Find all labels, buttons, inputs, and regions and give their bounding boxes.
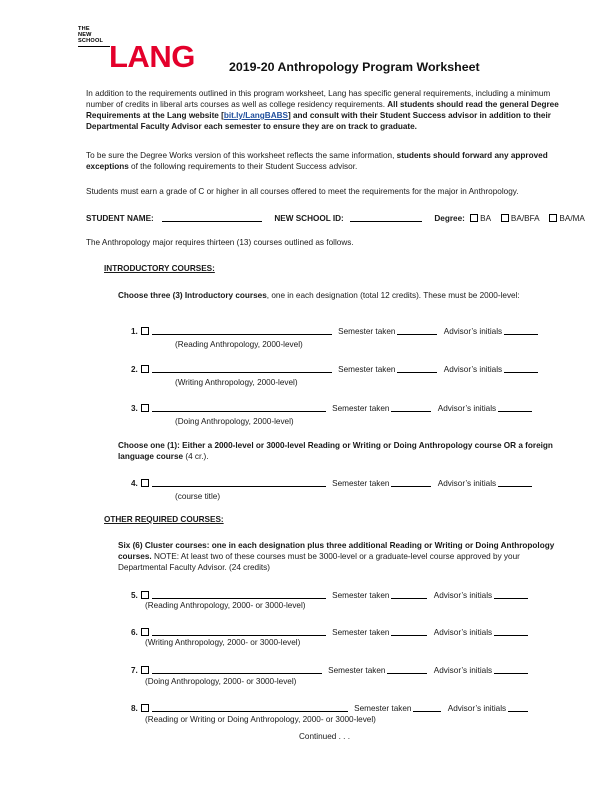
student-info-row: STUDENT NAME: NEW SCHOOL ID: Degree: BA BA/BFA BA/MA: [86, 214, 585, 223]
course-checkbox-7[interactable]: [141, 666, 149, 674]
school-id-field[interactable]: [350, 213, 422, 222]
advisor-initials-field-3[interactable]: [498, 403, 532, 412]
course-checkbox-8[interactable]: [141, 704, 149, 712]
course-row-4: 4. Semester taken Advisor’s initials: [131, 478, 532, 488]
course-caption-7: (Doing Anthropology, 2000- or 3000-level): [145, 677, 297, 686]
introductory-courses-heading: INTRODUCTORY COURSES:: [104, 264, 215, 273]
lang-website-link[interactable]: bit.ly/LangBABS: [223, 111, 288, 120]
course-row-3: 3. Semester taken Advisor’s initials: [131, 403, 532, 413]
course-title-field-5[interactable]: [152, 590, 326, 599]
course-title-field-2[interactable]: [152, 364, 332, 373]
advisor-initials-field-1[interactable]: [504, 326, 538, 335]
intro-paragraph-3: Students must earn a grade of C or higher in all courses offered to meet the requirements for the major in Anthropology.: [86, 187, 519, 196]
semester-field-8[interactable]: [413, 703, 441, 712]
course-title-field-7[interactable]: [152, 665, 322, 674]
course-row-5: 5. Semester taken Advisor’s initials: [131, 590, 528, 600]
introductory-courses-instruction: Choose three (3) Introductory courses, one in each designation (total 12 credits). These must be 2000-level:: [118, 291, 520, 300]
course-row-7: 7. Semester taken Advisor’s initials: [131, 665, 528, 675]
course-title-field-6[interactable]: [152, 627, 326, 636]
advisor-initials-field-2[interactable]: [504, 364, 538, 373]
course-caption-3: (Doing Anthropology, 2000-level): [175, 417, 294, 426]
student-name-label: STUDENT NAME:: [86, 214, 154, 223]
lang-logo: LANG: [109, 39, 195, 74]
course-row-8: 8. Semester taken Advisor’s initials: [131, 703, 528, 713]
advisor-initials-field-4[interactable]: [498, 478, 532, 487]
degree-label: Degree:: [434, 214, 465, 223]
other-courses-heading: OTHER REQUIRED COURSES:: [104, 515, 224, 524]
course-checkbox-4[interactable]: [141, 479, 149, 487]
course-checkbox-1[interactable]: [141, 327, 149, 335]
course-title-field-8[interactable]: [152, 703, 348, 712]
course-caption-5: (Reading Anthropology, 2000- or 3000-level): [145, 601, 306, 610]
course-caption-2: (Writing Anthropology, 2000-level): [175, 378, 298, 387]
other-courses-instruction: Six (6) Cluster courses: one in each designation plus three additional Reading or Writing or Doing Anthropology courses. NOTE: At least two of these courses must be 3000-level or a graduate-level course approved by your Departmental Faculty Advisor. (24 credits): [118, 541, 555, 572]
logo-rule: [78, 46, 110, 47]
advisor-initials-field-7[interactable]: [494, 665, 528, 674]
semester-field-6[interactable]: [391, 627, 427, 636]
degree-ba-bfa-checkbox[interactable]: [501, 214, 509, 222]
course-row-2: 2. Semester taken Advisor’s initials: [131, 364, 538, 374]
semester-field-1[interactable]: [397, 326, 437, 335]
semester-field-4[interactable]: [391, 478, 431, 487]
course-checkbox-3[interactable]: [141, 404, 149, 412]
semester-field-2[interactable]: [397, 364, 437, 373]
semester-field-3[interactable]: [391, 403, 431, 412]
intro-paragraph-1: In addition to the requirements outlined in this program worksheet, Lang has specific general requirements, including a minimum number of credits in liberal arts courses as well as college residency requirements. All students should read the general Degree Requirements at the Lang website [bit.ly/LangBABS] and consult with their Student Success advisor in addition to their Departmental Faculty Advisor each semester to ensure they are on track to graduate.: [86, 89, 559, 131]
course-caption-4: (course title): [175, 492, 221, 501]
student-name-field[interactable]: [162, 213, 262, 222]
advisor-initials-field-5[interactable]: [494, 590, 528, 599]
school-logo-text: THE NEW SCHOOL: [78, 26, 104, 44]
choose-one-instruction: Choose one (1): Either a 2000-level or 3000-level Reading or Writing or Doing Anthropology course OR a foreign language course (4 cr.).: [118, 441, 553, 461]
intro-paragraph-2: To be sure the Degree Works version of this worksheet reflects the same information, students should forward any approved exceptions of the following requirements to their Student Success advisor.: [86, 151, 548, 171]
course-title-field-3[interactable]: [152, 403, 326, 412]
degree-ba-ma-checkbox[interactable]: [549, 214, 557, 222]
major-requirement-note: The Anthropology major requires thirteen (13) courses outlined as follows.: [86, 238, 354, 247]
course-caption-8: (Reading or Writing or Doing Anthropology, 2000- or 3000-level): [145, 715, 376, 724]
course-title-field-1[interactable]: [152, 326, 332, 335]
course-checkbox-6[interactable]: [141, 628, 149, 636]
school-id-label: NEW SCHOOL ID:: [274, 214, 344, 223]
advisor-initials-field-6[interactable]: [494, 627, 528, 636]
page-title: 2019-20 Anthropology Program Worksheet: [229, 60, 480, 74]
continued-note: Continued . . .: [299, 732, 350, 741]
course-title-field-4[interactable]: [152, 478, 326, 487]
degree-ba-checkbox[interactable]: [470, 214, 478, 222]
course-checkbox-2[interactable]: [141, 365, 149, 373]
semester-field-5[interactable]: [391, 590, 427, 599]
course-caption-1: (Reading Anthropology, 2000-level): [175, 340, 303, 349]
course-checkbox-5[interactable]: [141, 591, 149, 599]
semester-field-7[interactable]: [387, 665, 427, 674]
course-row-1: 1. Semester taken Advisor’s initials: [131, 326, 538, 336]
course-caption-6: (Writing Anthropology, 2000- or 3000-level): [145, 638, 301, 647]
course-row-6: 6. Semester taken Advisor’s initials: [131, 627, 528, 637]
advisor-initials-field-8[interactable]: [508, 703, 528, 712]
